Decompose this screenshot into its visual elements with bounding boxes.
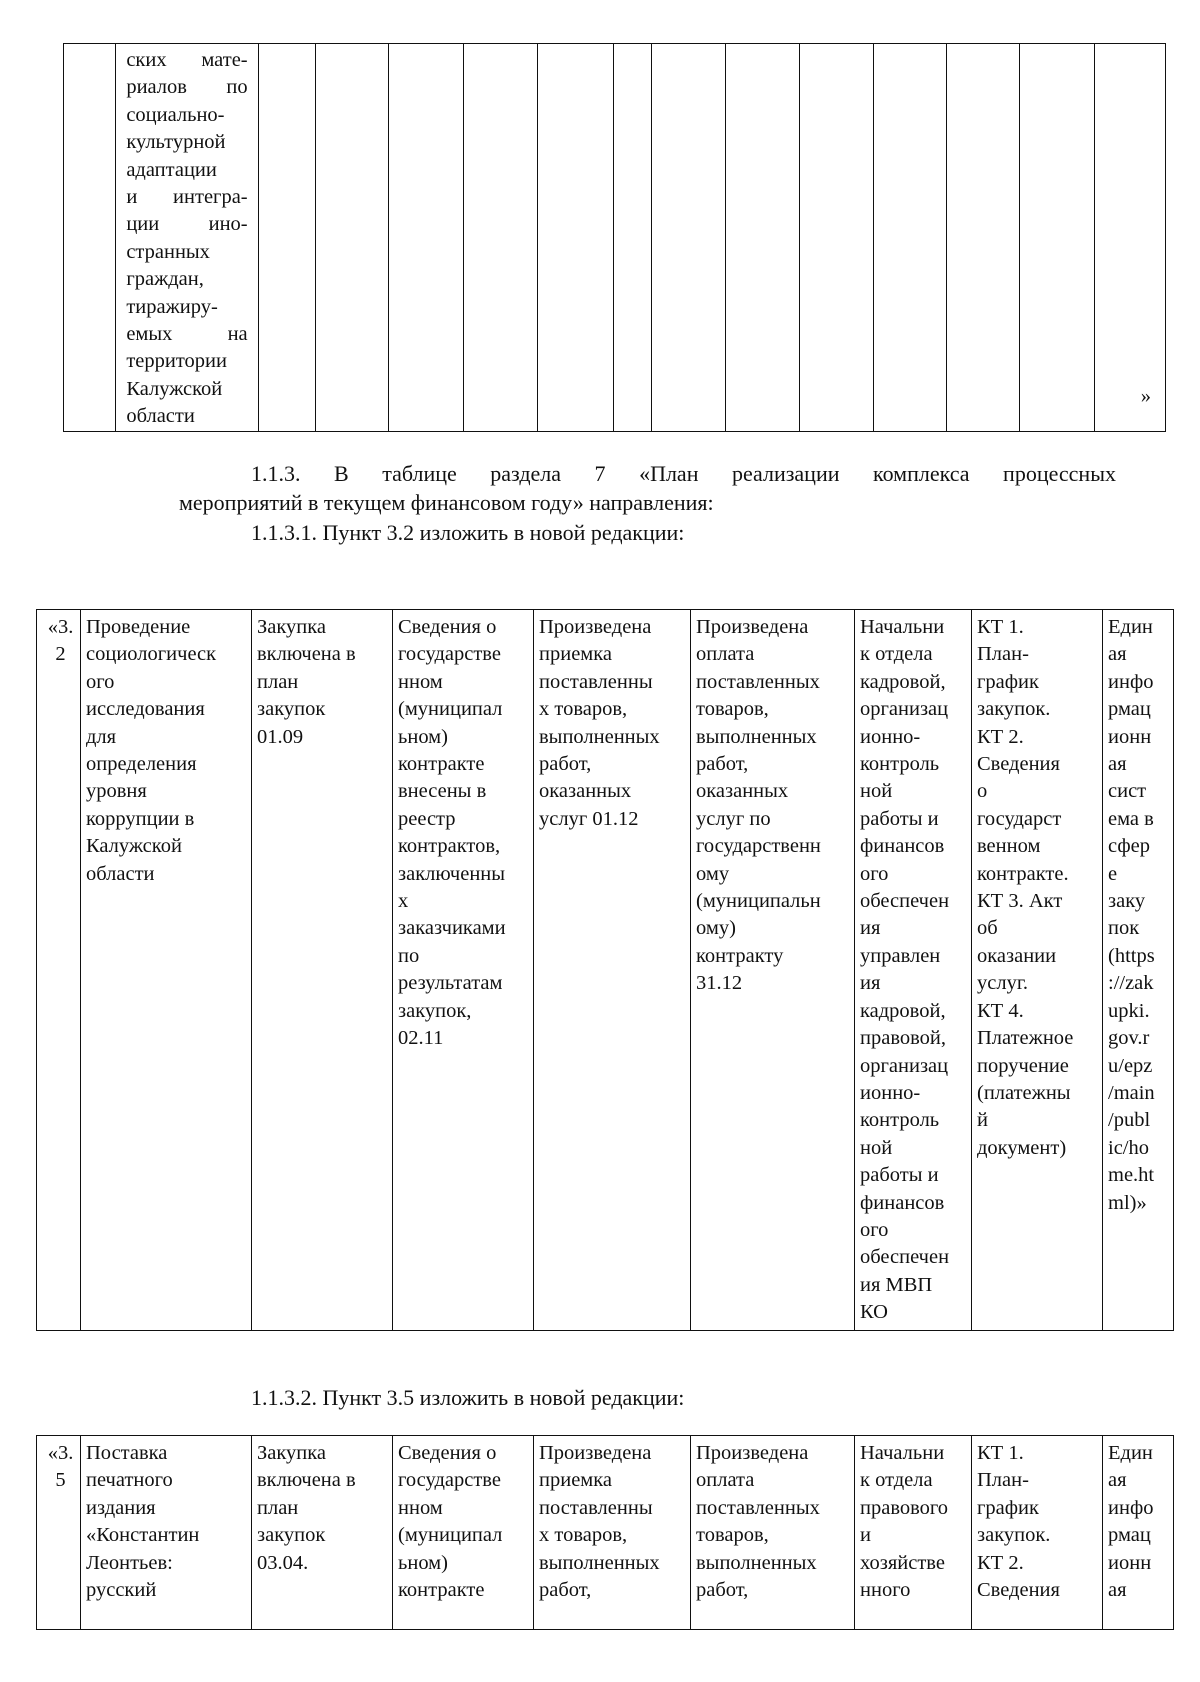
empty-cell: [463, 43, 537, 431]
table-item-3-2: [36, 609, 1174, 1331]
empty-cell: [258, 43, 316, 431]
item-line: и интегра-: [126, 186, 248, 209]
item-line: социально-: [126, 103, 225, 126]
confirmation-document-cell: КТ 1. План- график закупок. КТ 2. Сведения: [972, 1436, 1103, 1630]
subsection-3-5-heading: 1.1.3.2. Пункт 3.5 изложить в новой редакции:: [251, 1385, 685, 1410]
empty-cell: [614, 43, 652, 431]
item-line: Калужской: [126, 377, 223, 400]
top-border-line: [63, 43, 1165, 44]
item-line: адаптации: [126, 158, 217, 181]
information-system-cell: Един ая инфо рмац ионн ая: [1103, 1436, 1174, 1630]
control-point-3-cell: Произведена приемка поставленны х товаров, выполненных работ,: [534, 1436, 691, 1630]
section-paragraph-line1: 1.1.3. В таблице раздела 7 «План реализации комплекса процессных: [251, 461, 1116, 486]
confirmation-document-cell: КТ 1. План- график закупок. КТ 2. Сведения о государст венном контракте. КТ 3. Акт об оказании услуг. КТ 4. Платежное поручение (платежны й документ): [972, 610, 1103, 1331]
control-point-2-cell: Сведения о государстве нном (муниципал ьном) контракте внесены в реестр контрактов, заключенны х заказчиками по результатам закупок, 02.11: [393, 610, 534, 1331]
table-row: [37, 1436, 1174, 1630]
item-line: странных: [126, 240, 210, 263]
section-paragraph-line2: мероприятий в текущем финансовом году» направления:: [179, 490, 714, 515]
empty-cell: [316, 43, 389, 431]
table-item-3-5: [36, 1435, 1174, 1630]
empty-cell: [538, 43, 614, 431]
item-line: культурной: [126, 131, 226, 154]
responsible-person-cell: Начальни к отдела кадровой, организац ионно- контроль ной работы и финансов ого обеспечен ия управлен ия кадровой, правовой, организац ионно- контроль ной работы и финансов ого обеспечен ия МВП КО: [855, 610, 972, 1331]
control-point-2-cell: Сведения о государстве нном (муниципал ьном) контракте: [393, 1436, 534, 1630]
control-point-1-cell: Закупка включена в план закупок 03.04.: [252, 1436, 393, 1630]
item-line: области: [126, 405, 195, 428]
empty-cell: [389, 43, 463, 431]
event-name-cell: Поставка печатного издания «Константин Леонтьев: русский: [81, 1436, 252, 1630]
subsection-3-2-heading: 1.1.3.1. Пункт 3.2 изложить в новой редакции:: [251, 520, 685, 545]
empty-cell: [873, 43, 946, 431]
control-point-4-cell: Произведена оплата поставленных товаров, выполненных работ,: [691, 1436, 855, 1630]
item-line: граждан,: [126, 268, 204, 291]
item-number-line: 2: [55, 643, 66, 666]
empty-cell: [1020, 43, 1094, 431]
item-number-line: 5: [55, 1469, 66, 1492]
item-name-cell: [116, 43, 258, 431]
item-line: тиражиру-: [126, 295, 218, 318]
item-number-cell: [37, 1436, 81, 1630]
control-point-4-cell: Произведена оплата поставленных товаров, выполненных работ, оказанных услуг по государственн ому (муниципальн ому) контракту 31.12: [691, 610, 855, 1331]
item-number-line: «3.: [47, 616, 74, 638]
closing-quote-mark: »: [1140, 385, 1151, 408]
empty-cell: [652, 43, 726, 431]
information-system-cell: Един ая инфо рмац ионн ая сист ема в сфер е заку пок (https ://zak upki. gov.r u/epz /main /publ ic/ho me.ht ml)»: [1103, 610, 1174, 1331]
empty-cell: [64, 43, 116, 431]
table-row: [37, 610, 1174, 1331]
control-point-3-cell: Произведена приемка поставленны х товаров, выполненных работ, оказанных услуг 01.12: [534, 610, 691, 1331]
item-line: риалов по: [126, 76, 248, 99]
closing-mark-cell: [1094, 43, 1165, 431]
item-line: ции ино-: [126, 213, 248, 236]
item-number-cell: [37, 610, 81, 1331]
item-line: ских мате-: [126, 49, 248, 71]
event-name-cell: Проведение социологическ ого исследования для определения уровня коррупции в Калужской области: [81, 610, 252, 1331]
responsible-person-cell: Начальни к отдела правового и хозяйстве нного: [855, 1436, 972, 1630]
item-number-line: «3.: [47, 1442, 74, 1464]
table-row: [64, 43, 1166, 431]
empty-cell: [726, 43, 799, 431]
item-line: территории: [126, 350, 227, 373]
empty-cell: [799, 43, 873, 431]
control-point-1-cell: Закупка включена в план закупок 01.09: [252, 610, 393, 1331]
empty-cell: [947, 43, 1020, 431]
top-continuation-table: [63, 43, 1166, 432]
item-line: емых на: [126, 323, 248, 346]
